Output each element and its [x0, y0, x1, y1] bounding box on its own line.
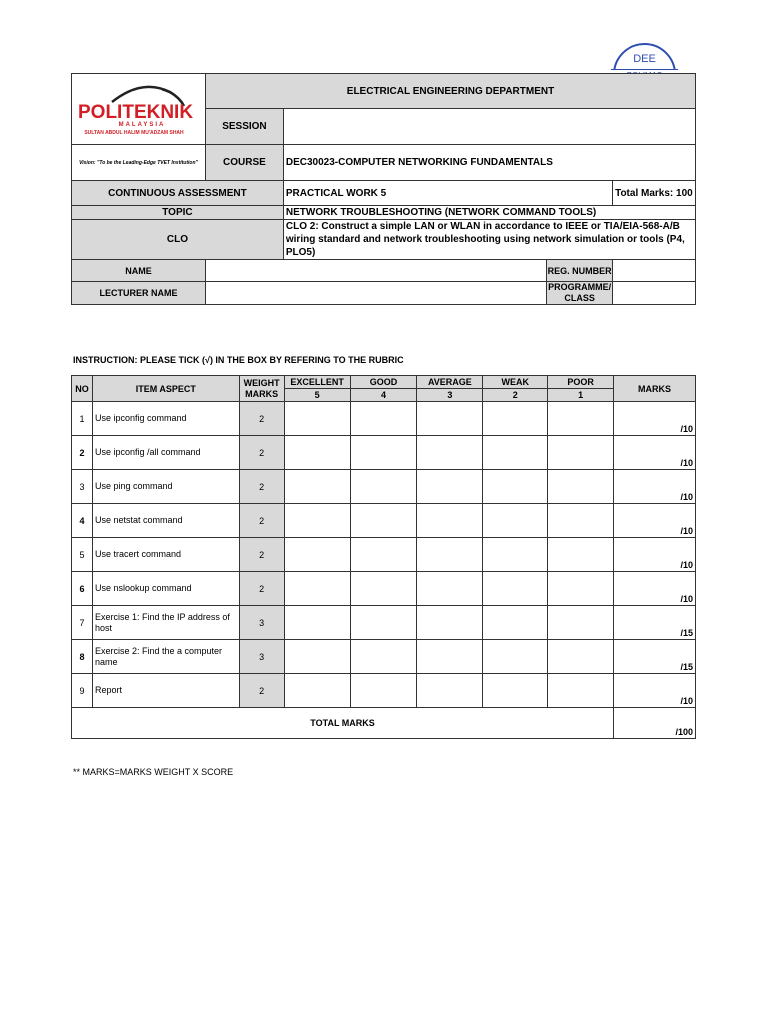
name-field[interactable] [205, 260, 546, 282]
item-aspect: Use tracert command [92, 538, 239, 572]
marks-cell: /15 [614, 640, 696, 674]
item-aspect: Report [92, 674, 239, 708]
scale-average-score: 3 [417, 389, 483, 402]
scale-average-label: AVERAGE [417, 376, 483, 389]
tick-box-good[interactable] [350, 640, 417, 674]
tick-box-poor[interactable] [548, 504, 614, 538]
tick-box-poor[interactable] [548, 402, 614, 436]
weight-marks: 2 [239, 436, 284, 470]
item-aspect: Exercise 1: Find the IP address of host [92, 606, 239, 640]
tick-box-weak[interactable] [483, 674, 548, 708]
table-row [72, 538, 696, 572]
tick-box-good[interactable] [350, 538, 417, 572]
col-no-header: NO [72, 376, 93, 402]
tick-box-good[interactable] [350, 572, 417, 606]
col-weight-header: WEIGHT MARKS [239, 376, 284, 402]
table-row [72, 640, 696, 674]
stamp-top-text: DEE [633, 53, 656, 65]
tick-box-average[interactable] [417, 640, 483, 674]
tick-box-good[interactable] [350, 504, 417, 538]
weight-marks: 3 [239, 640, 284, 674]
footnote-text: ** MARKS=MARKS WEIGHT X SCORE [73, 767, 234, 777]
table-row [72, 436, 696, 470]
tick-box-average[interactable] [417, 402, 483, 436]
scale-good-label: GOOD [350, 376, 417, 389]
row-number: 5 [72, 538, 93, 572]
tick-box-poor[interactable] [548, 538, 614, 572]
assessment-label: CONTINUOUS ASSESSMENT [72, 181, 284, 206]
tick-box-excellent[interactable] [284, 606, 350, 640]
tick-box-average[interactable] [417, 572, 483, 606]
department-title: ELECTRICAL ENGINEERING DEPARTMENT [205, 74, 695, 109]
scale-excellent-score: 5 [284, 389, 350, 402]
tick-box-good[interactable] [350, 606, 417, 640]
scale-poor-label: POOR [548, 376, 614, 389]
programme-field[interactable] [613, 282, 696, 305]
item-aspect: Exercise 2: Find the a computer name [92, 640, 239, 674]
reg-number-field[interactable] [613, 260, 696, 282]
course-label: COURSE [205, 145, 283, 181]
lecturer-label: LECTURER NAME [72, 282, 206, 305]
weight-marks: 2 [239, 504, 284, 538]
tick-box-excellent[interactable] [284, 470, 350, 504]
tick-box-good[interactable] [350, 674, 417, 708]
total-row [72, 708, 696, 739]
tick-box-good[interactable] [350, 470, 417, 504]
item-aspect: Use ping command [92, 470, 239, 504]
row-number: 1 [72, 402, 93, 436]
tick-box-weak[interactable] [483, 640, 548, 674]
vision-statement: Vision: "To be the Leading-Edge TVET Institution" [72, 145, 206, 181]
scale-weak-label: WEAK [483, 376, 548, 389]
table-row [72, 572, 696, 606]
col-marks-header: MARKS [614, 376, 696, 402]
session-label: SESSION [205, 109, 283, 145]
tick-box-average[interactable] [417, 436, 483, 470]
weight-marks: 2 [239, 402, 284, 436]
logo-country: MALAYSIA [118, 121, 166, 128]
marks-cell: /10 [614, 674, 696, 708]
marks-cell: /10 [614, 504, 696, 538]
session-value [283, 109, 695, 145]
tick-box-poor[interactable] [548, 674, 614, 708]
tick-box-poor[interactable] [548, 606, 614, 640]
name-label: NAME [72, 260, 206, 282]
row-number: 7 [72, 606, 93, 640]
logo-name: POLITEKNIK [78, 101, 194, 123]
programme-label: PROGRAMME/ CLASS [548, 282, 612, 303]
tick-box-average[interactable] [417, 606, 483, 640]
marks-cell: /10 [614, 402, 696, 436]
header-table [71, 73, 696, 305]
reg-number-label: REG. NUMBER [547, 260, 613, 282]
row-number: 3 [72, 470, 93, 504]
table-row [72, 402, 696, 436]
clo-value: CLO 2: Construct a simple LAN or WLAN in accordance to IEEE or TIA/EIA-568-A/B wiring standard and network troubleshooting using network simulation or tools (P4, PLO5) [283, 220, 695, 260]
tick-box-average[interactable] [417, 538, 483, 572]
tick-box-average[interactable] [417, 674, 483, 708]
tick-box-weak[interactable] [483, 504, 548, 538]
weight-marks: 2 [239, 674, 284, 708]
scale-good-score: 4 [350, 389, 417, 402]
marks-cell: /10 [614, 538, 696, 572]
item-aspect: Use ipconfig /all command [92, 436, 239, 470]
logo-campus: SULTAN ABDUL HALIM MU'ADZAM SHAH [84, 129, 184, 136]
tick-box-weak[interactable] [483, 538, 548, 572]
total-marks-value: /100 [614, 708, 696, 739]
total-marks-label: TOTAL MARKS [72, 708, 614, 739]
topic-value: NETWORK TROUBLESHOOTING (NETWORK COMMAND TOOLS) [283, 206, 695, 220]
tick-box-poor[interactable] [548, 640, 614, 674]
tick-box-excellent[interactable] [284, 640, 350, 674]
tick-box-good[interactable] [350, 436, 417, 470]
politeknik-logo [72, 80, 202, 136]
tick-box-excellent[interactable] [284, 538, 350, 572]
logo-cell [72, 74, 206, 145]
lecturer-field[interactable] [205, 282, 546, 305]
weight-marks: 3 [239, 606, 284, 640]
tick-box-weak[interactable] [483, 470, 548, 504]
tick-box-excellent[interactable] [284, 436, 350, 470]
assessment-value: PRACTICAL WORK 5 [283, 181, 612, 206]
weight-marks: 2 [239, 470, 284, 504]
course-value: DEC30023-COMPUTER NETWORKING FUNDAMENTALS [283, 145, 695, 181]
table-row [72, 504, 696, 538]
tick-box-excellent[interactable] [284, 572, 350, 606]
tick-box-poor[interactable] [548, 436, 614, 470]
weight-marks: 2 [239, 538, 284, 572]
table-row [72, 606, 696, 640]
weight-marks: 2 [239, 572, 284, 606]
table-row [72, 470, 696, 504]
rubric-table [71, 375, 696, 739]
item-aspect: Use nslookup command [92, 572, 239, 606]
tick-box-average[interactable] [417, 504, 483, 538]
tick-box-excellent[interactable] [284, 504, 350, 538]
marks-cell: /10 [614, 572, 696, 606]
item-aspect: Use ipconfig command [92, 402, 239, 436]
marks-cell: /10 [614, 436, 696, 470]
col-item-header: ITEM ASPECT [92, 376, 239, 402]
row-number: 6 [72, 572, 93, 606]
instruction-text: INSTRUCTION: PLEASE TICK (√) IN THE BOX BY REFERING TO THE RUBRIC [73, 355, 404, 365]
scale-excellent-label: EXCELLENT [284, 376, 350, 389]
row-number: 8 [72, 640, 93, 674]
marks-cell: /15 [614, 606, 696, 640]
tick-box-weak[interactable] [483, 606, 548, 640]
tick-box-excellent[interactable] [284, 674, 350, 708]
tick-box-poor[interactable] [548, 470, 614, 504]
tick-box-weak[interactable] [483, 436, 548, 470]
tick-box-poor[interactable] [548, 572, 614, 606]
table-row [72, 674, 696, 708]
clo-label: CLO [72, 220, 284, 260]
tick-box-good[interactable] [350, 402, 417, 436]
topic-label: TOPIC [72, 206, 284, 220]
item-aspect: Use netstat command [92, 504, 239, 538]
tick-box-average[interactable] [417, 470, 483, 504]
tick-box-weak[interactable] [483, 572, 548, 606]
total-marks-header: Total Marks: 100 [613, 181, 696, 206]
tick-box-weak[interactable] [483, 402, 548, 436]
marks-cell: /10 [614, 470, 696, 504]
scale-weak-score: 2 [483, 389, 548, 402]
row-number: 9 [72, 674, 93, 708]
tick-box-excellent[interactable] [284, 402, 350, 436]
row-number: 4 [72, 504, 93, 538]
scale-poor-score: 1 [548, 389, 614, 402]
row-number: 2 [72, 436, 93, 470]
